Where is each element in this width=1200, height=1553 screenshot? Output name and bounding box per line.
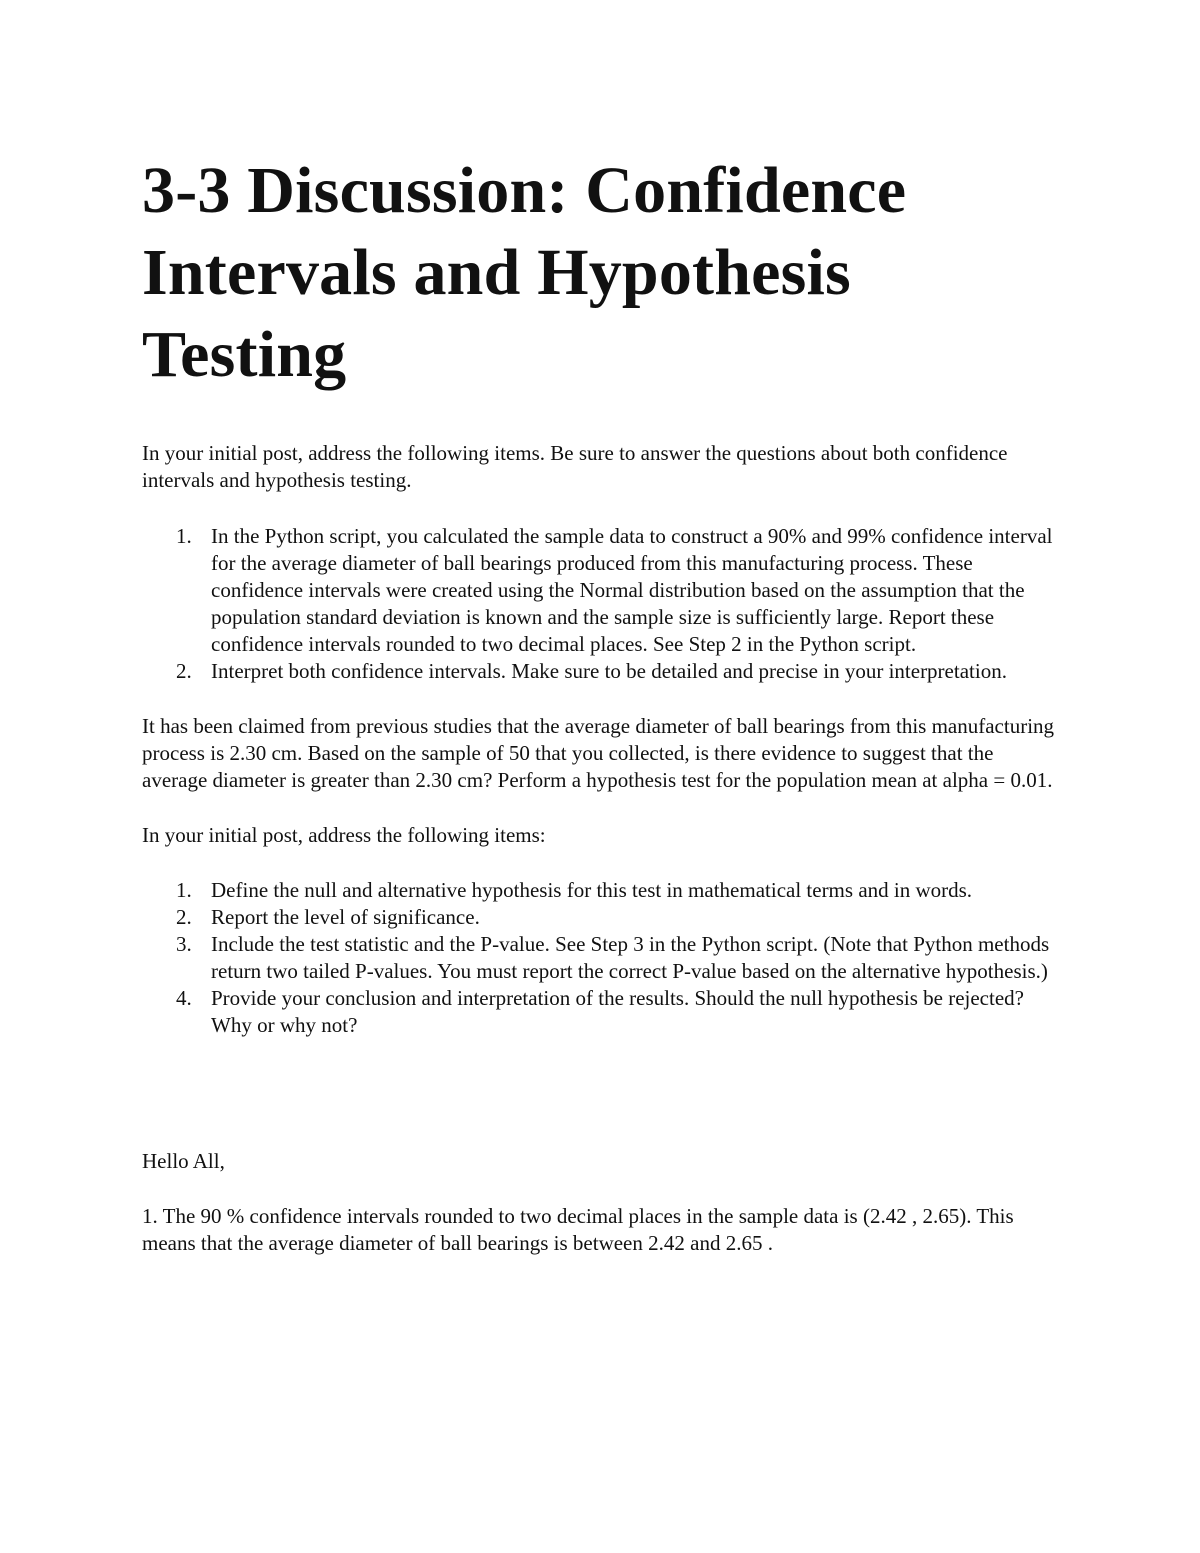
list-item-number: 3. — [176, 932, 192, 956]
list-item-text: In the Python script, you calculated the sample data to construct a 90% and 99% confidence interval for the average diameter of ball bearings produced from this manufacturing process. These confidence intervals were created using the Normal distribution based on the assumption that the population standard deviation is known and the sample size is sufficiently large. Report these confidence intervals rounded to two decimal places. See Step 2 in the Python script. — [211, 524, 1053, 656]
list-item-text: Include the test statistic and the P-value. See Step 3 in the Python script. (Note that Python methods return two tailed P-values. You must report the correct P-value based on the alternative hypothesis.) — [211, 932, 1050, 983]
list-item-number: 1. — [176, 524, 192, 548]
list-item — [142, 523, 1062, 658]
document-title: 3-3 Discussion: Confidence Intervals and Hypothesis Testing — [142, 154, 907, 391]
list-item-text: Define the null and alternative hypothesis for this test in mathematical terms and in words. — [211, 878, 973, 902]
ci-question-list — [142, 523, 1062, 685]
claim-paragraph: It has been claimed from previous studies that the average diameter of ball bearings from this manufacturing process is 2.30 cm. Based on the sample of 50 that you collected, is there evidence to suggest that the average diameter is greater than 2.30 cm? Perform a hypothesis test for the population mean at alpha = 0.01. — [142, 714, 1055, 792]
document-page — [142, 150, 1062, 1257]
list-item-number: 4. — [176, 986, 192, 1010]
list-item — [142, 877, 1062, 904]
hypothesis-question-list — [142, 877, 1062, 1039]
list-item-number: 2. — [176, 659, 192, 683]
answer-paragraph: 1. The 90 % confidence intervals rounded to two decimal places in the sample data is (2.42 , 2.65). This means that the average diameter of ball bearings is between 2.42 and 2.65 . — [142, 1204, 1014, 1255]
list-item-number: 1. — [176, 878, 192, 902]
list-item — [142, 931, 1062, 985]
intro-paragraph: In your initial post, address the following items. Be sure to answer the questions about both confidence intervals and hypothesis testing. — [142, 441, 1008, 492]
list-item — [142, 904, 1062, 931]
greeting: Hello All, — [142, 1149, 225, 1173]
hypothesis-intro: In your initial post, address the following items: — [142, 823, 546, 847]
list-item-number: 2. — [176, 905, 192, 929]
list-item-text: Report the level of significance. — [211, 905, 480, 929]
list-item — [142, 985, 1062, 1039]
list-item-text: Interpret both confidence intervals. Make sure to be detailed and precise in your interpretation. — [211, 659, 1007, 683]
list-item-text: Provide your conclusion and interpretation of the results. Should the null hypothesis be rejected? Why or why not? — [211, 986, 1024, 1037]
list-item — [142, 658, 1062, 685]
